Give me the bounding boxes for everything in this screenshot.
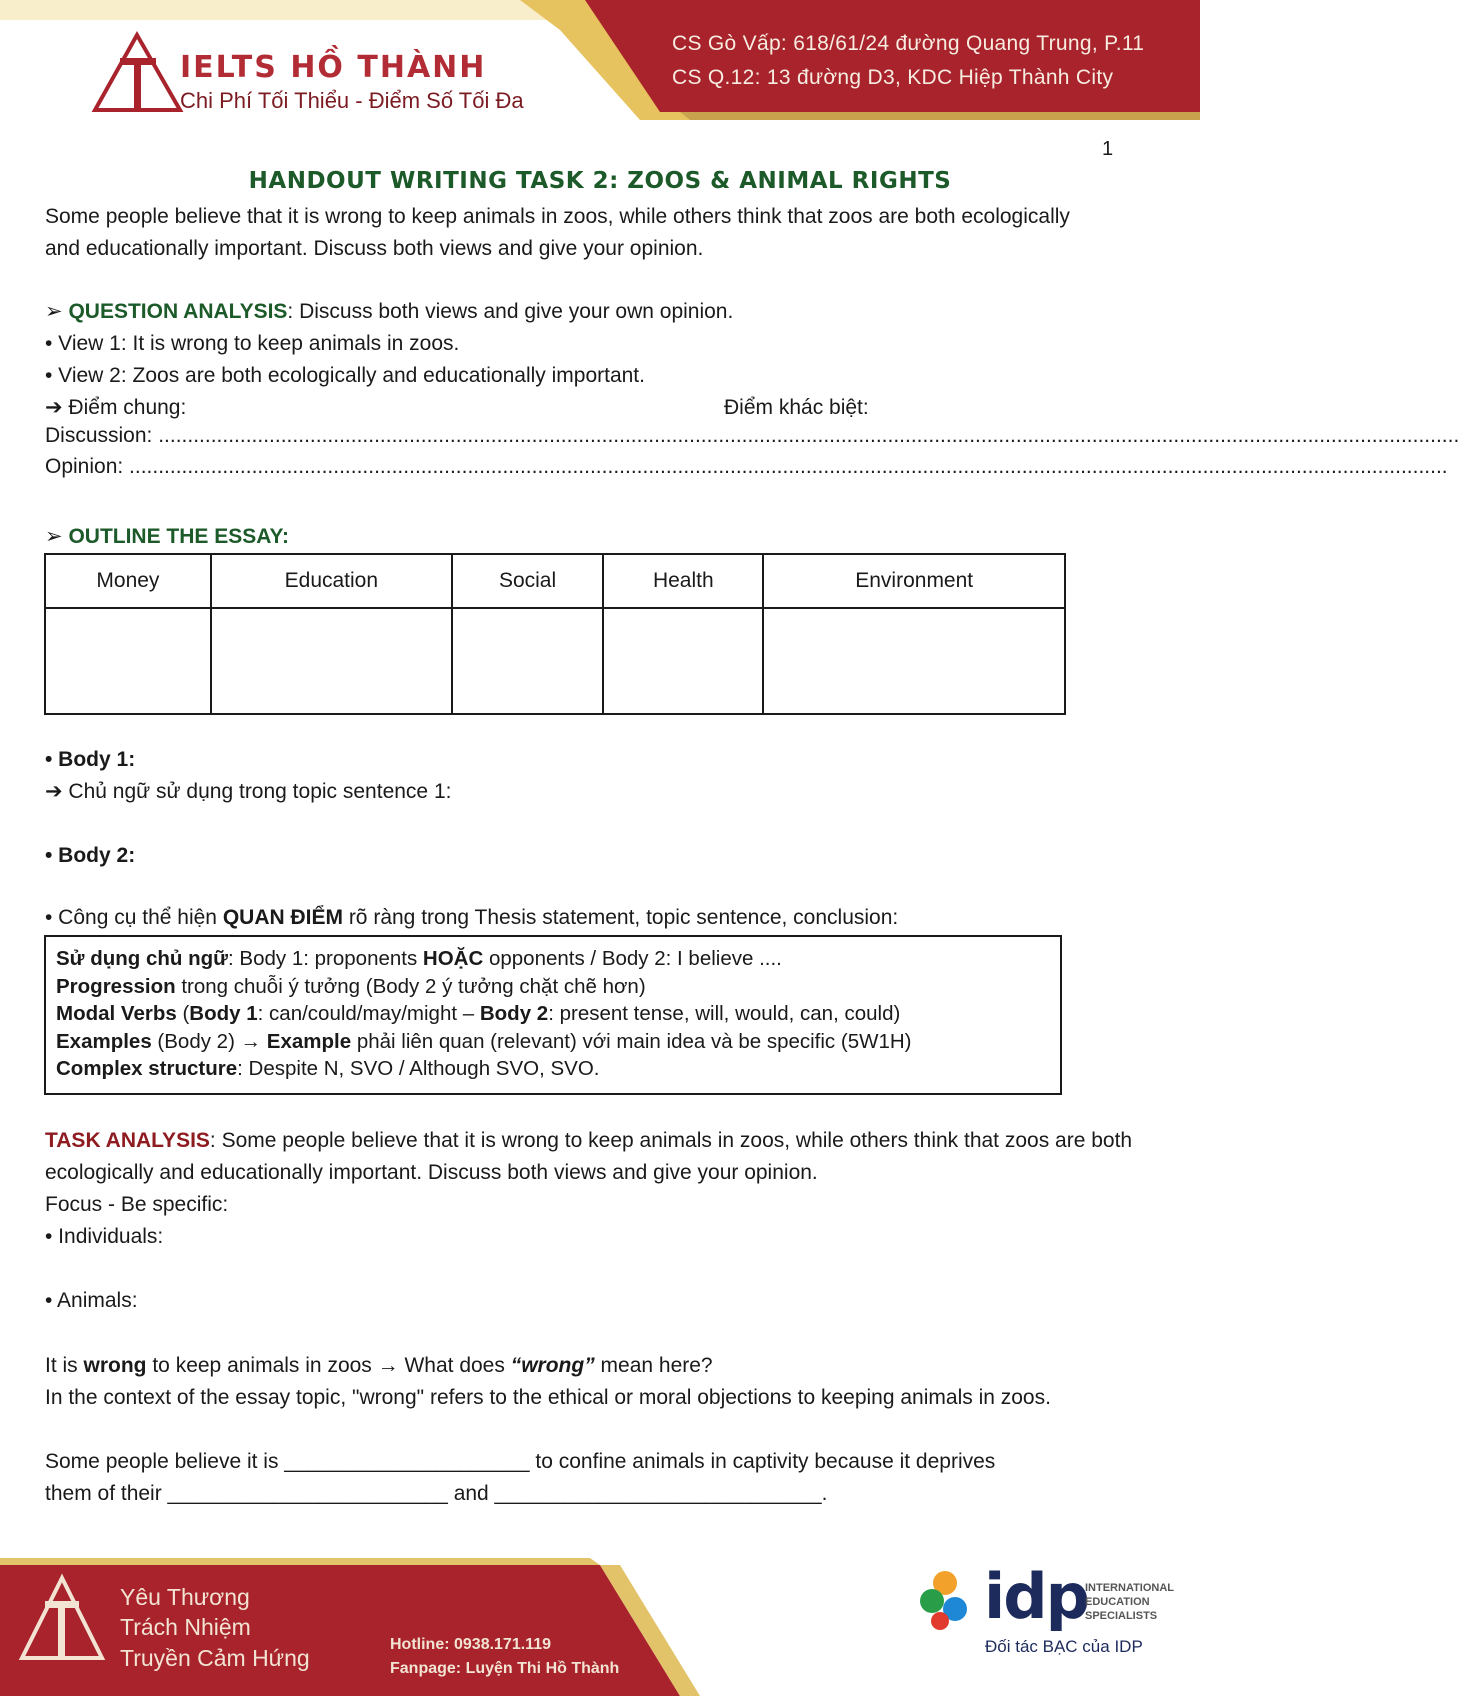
tools-intro: • Công cụ thể hiện QUAN ĐIỂM rõ ràng trong Thesis statement, topic sentence, conclusion: xyxy=(45,906,899,929)
fanpage: Fanpage: Luyện Thi Hồ Thành xyxy=(390,1660,620,1677)
brand-slogan: Chi Phí Tối Thiểu - Điểm Số Tối Đa xyxy=(180,88,524,113)
body-2-label: • Body 2: xyxy=(45,844,136,867)
view-1: • View 1: It is wrong to keep animals in zoos. xyxy=(45,332,460,355)
outline-cell[interactable] xyxy=(452,608,603,714)
outline-label: OUTLINE THE ESSAY: xyxy=(68,525,289,548)
arrow-bullet-icon: ➢ xyxy=(45,300,69,323)
outline-cell[interactable] xyxy=(603,608,763,714)
tool-line-modal: Modal Verbs (Body 1: can/could/may/might – Body 2: present tense, will, would, can, could) xyxy=(56,1002,901,1025)
outline-heading xyxy=(45,521,289,553)
animals-line: • Animals: xyxy=(45,1289,138,1312)
outline-blank-row xyxy=(45,608,1065,714)
difference-point: Điểm khác biệt: xyxy=(724,396,869,419)
tools-box xyxy=(44,935,1062,1095)
outline-header-row xyxy=(45,554,1065,608)
idp-logo-icon xyxy=(920,1571,967,1630)
task-analysis xyxy=(45,1125,1165,1189)
body-1-subject: ➔ Chủ ngữ sử dụng trong topic sentence 1: xyxy=(45,780,452,803)
idp-partner: Đối tác BẠC của IDP xyxy=(985,1637,1143,1656)
opinion-line: Opinion: .................................................................................................................................................................................................................................. xyxy=(45,455,1448,478)
idp-line-3: SPECIALISTS xyxy=(1085,1610,1158,1622)
brand-name: IELTS HỒ THÀNH xyxy=(180,50,487,85)
hotline: Hotline: 0938.171.119 xyxy=(390,1636,551,1653)
body-1-label: • Body 1: xyxy=(45,748,136,771)
idp-line-1: INTERNATIONAL xyxy=(1085,1582,1175,1594)
outline-col-social: Social xyxy=(452,554,603,608)
outline-col-health: Health xyxy=(603,554,763,608)
fill-line-2: them of their ________________________ and ____________________________. xyxy=(45,1482,828,1505)
tool-line-progression: Progression trong chuỗi ý tưởng (Body 2 ý tưởng chặt chẽ hơn) xyxy=(56,974,646,998)
arrow-bullet-icon: ➢ xyxy=(45,525,69,548)
motto-3: Truyền Cảm Hứng xyxy=(120,1645,310,1671)
task-analysis-text: : Some people believe that it is wrong to keep animals in zoos, while others think that zoos are both ecologically and educationally important. Discuss both views and give your opinion. xyxy=(45,1129,1133,1184)
question-analysis-label: QUESTION ANALYSIS xyxy=(68,300,288,323)
wrong-context: In the context of the essay topic, "wrong" refers to the ethical or moral objections to keeping animals in zoos. xyxy=(45,1386,1051,1409)
question-analysis-text: : Discuss both views and give your own opinion. xyxy=(287,300,734,323)
question-analysis xyxy=(45,296,1145,328)
idp-line-2: EDUCATION xyxy=(1085,1596,1150,1608)
logo-icon xyxy=(95,35,180,110)
task-analysis-label: TASK ANALYSIS xyxy=(45,1129,210,1152)
common-point: ➔ Điểm chung: xyxy=(45,396,187,419)
page-number: 1 xyxy=(1102,138,1114,160)
idp-wordmark: idp xyxy=(984,1560,1089,1633)
view-2: • View 2: Zoos are both ecologically and educationally important. xyxy=(45,364,645,387)
address-govap: CS Gò Vấp: 618/61/24 đường Quang Trung, P.11 xyxy=(672,32,1145,55)
motto-2: Trách Nhiệm xyxy=(120,1614,251,1640)
wrong-question: It is wrong to keep animals in zoos → What does “wrong” mean here? xyxy=(45,1354,713,1377)
tool-line-complex: Complex structure: Despite N, SVO / Although SVO, SVO. xyxy=(56,1057,600,1080)
outline-col-money: Money xyxy=(45,554,211,608)
fill-line-1: Some people believe it is _____________________ to confine animals in captivity because it deprives xyxy=(45,1450,996,1473)
individuals-line: • Individuals: xyxy=(45,1225,164,1248)
page-title: HANDOUT WRITING TASK 2: ZOOS & ANIMAL RIGHTS xyxy=(248,168,952,194)
essay-prompt: Some people believe that it is wrong to keep animals in zoos, while others think that zoos are both ecologically and educationally important. Discuss both views and give your opinion. xyxy=(45,205,1070,260)
discussion-line: Discussion: ............................................................................................................................................................................................................................... xyxy=(45,424,1459,447)
outline-cell[interactable] xyxy=(211,608,452,714)
tool-line-examples: Examples (Body 2) → Example phải liên quan (relevant) với main idea và be specific (5W1H) xyxy=(56,1029,912,1053)
tool-line-subject: Sử dụng chủ ngữ: Body 1: proponents HOẶC opponents / Body 2: I believe .... xyxy=(56,947,782,970)
outline-col-environment: Environment xyxy=(763,554,1065,608)
focus-line: Focus - Be specific: xyxy=(45,1193,229,1216)
outline-cell[interactable] xyxy=(45,608,211,714)
outline-table xyxy=(44,553,1066,715)
motto-1: Yêu Thương xyxy=(120,1584,250,1610)
outline-col-education: Education xyxy=(211,554,452,608)
outline-cell[interactable] xyxy=(763,608,1065,714)
address-q12: CS Q.12: 13 đường D3, KDC Hiệp Thành City xyxy=(672,66,1114,89)
